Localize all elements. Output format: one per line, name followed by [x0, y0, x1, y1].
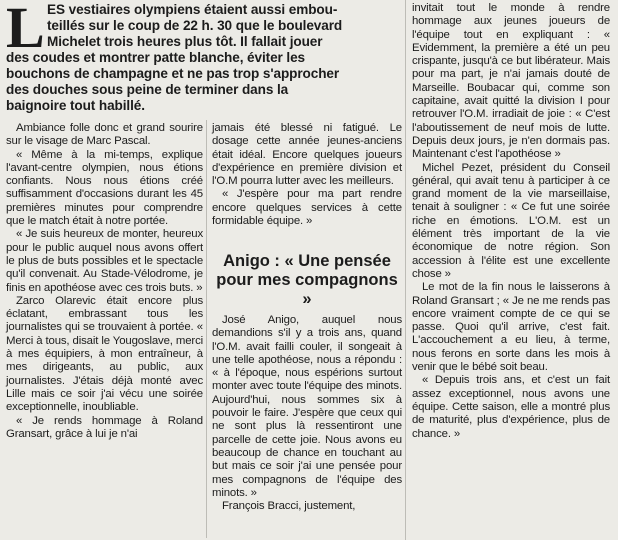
paragraph: « Même à la mi-temps, explique l'avant-centre olympien, nous étions confiants. Nous nous étions créé suffisamment d'occasions durant les 45 premières minutes pour comprendre que le match était à notre portée.	[6, 148, 203, 228]
paragraph: Ambiance folle donc et grand sourire sur le visage de Marc Pascal.	[6, 122, 203, 148]
subheading: Anigo : « Une pensée pour mes compagnons »	[216, 252, 398, 308]
paragraph: François Bracci, justement,	[222, 500, 356, 513]
paragraph: invitait tout le monde à rendre hommage aux jeunes joueurs de l'équipe tout en expliquant : « Evidemment, la première a été un peu crispante, jusqu'à ce but libérateur. Mais pour ma part, je n'ai jamais douté de Marseille. Boubacar qui, comme son capitaine, avait quitté la division I pour retrouver l'O.M. irradiait de joie : « C'est l'aboutissement de neuf mois de lutte. Depuis deux jours, je n'en dormais pas. Maintenant c'est l'apothéose »	[412, 2, 610, 161]
paragraph: Michel Pezet, président du Conseil général, qui avait tenu à participer à ce grand moment de la vie marseillaise, tenait à souligner : « Ce fut une soirée riche en émotions. L'O.M. est un élément très important de la vie économique de notre région. Son accession à l'élite est une excellente chose »	[412, 161, 610, 280]
column-1	[6, 122, 203, 441]
lead-line: des douches sous peine de terminer dans la	[6, 82, 289, 97]
lead-line: teillés sur le coup de 22 h. 30 que le boulevard	[47, 18, 343, 33]
lead-line: Michelet trois heures plus tôt. Il fallait jouer	[47, 34, 323, 49]
column-2-top	[212, 122, 402, 228]
column-divider	[405, 0, 406, 540]
paragraph: « Je rends hommage à Roland Gransart, grâce à lui je n'ai	[6, 414, 203, 440]
paragraph: « Je suis heureux de monter, heureux pour le public auquel nous avons offert le plus de buts possibles et le spectacle qu'il convenait. Au Stade-Vélodrome, je finis en apothéose avec ces trois buts. »	[6, 228, 203, 294]
lead-line: ES vestiaires olympiens étaient aussi embou-	[47, 2, 338, 17]
paragraph: Zarco Olarevic était encore plus éclatant, embrassant tous les journalistes qui se trouvaient à portée. « Merci à tous, disait le Yougoslave, merci à mes équipiers, à mon entraîneur, à mes dirigeants, au public, aux journalistes. J'étais déjà monté avec Lille mais ce soir j'ai vécu une soirée exceptionnelle, inoubliable.	[6, 294, 203, 414]
column-3	[412, 2, 610, 441]
lead-line: baignoire tout habillé.	[6, 98, 145, 113]
lead-paragraph	[6, 2, 401, 114]
column-divider	[206, 120, 207, 538]
paragraph: Le mot de la fin nous le laisserons à Roland Gransart ; « Je ne me rends pas encore vraiment compte de ce qui se passe. Quoi qu'il arrive, c'est fait. L'accouchement a eu lieu, à terme, nous ferons en sorte dans les mois à venir que le bébé soit beau.	[412, 281, 610, 374]
drop-cap: L	[6, 0, 45, 60]
paragraph: « Depuis trois ans, et c'est un fait assez exceptionnel, nous avons une équipe. Cette saison, elle a montré plus de maturité, plus d'expérience, plus de chance. »	[412, 374, 610, 440]
column-2-bottom	[212, 314, 402, 513]
paragraph: « J'espère pour ma part rendre encore quelques services à cette formidable équipe. »	[212, 188, 402, 228]
lead-line: des coudes et montrer patte blanche, éviter les	[6, 50, 305, 65]
paragraph: jamais été blessé ni fatigué. Le dosage cette année jeunes-anciens était idéal. Encore quelques joueurs d'expérience en première division et l'O.M pourra lutter avec les meilleurs.	[212, 122, 402, 188]
lead-line: bouchons de champagne et ne pas trop s'approcher	[6, 66, 340, 81]
paragraph: José Anigo, auquel nous demandions s'il y a trois ans, quand l'O.M. avait failli couler, il songeait à une telle apothéose, nous a répondu : « à l'époque, nous espérions surtout monter avec toute l'équipe des minots. Aujourd'hui, nous sommes six à pouvoir le faire. J'espère que ceux qui ne sont plus là ressentiront une parcelle de cette joie. Nous avons eu beaucoup de chance en touchant au but mais ce soir j'ai une pensée pour mes compagnons de l'équipe des minots. »	[212, 314, 402, 499]
